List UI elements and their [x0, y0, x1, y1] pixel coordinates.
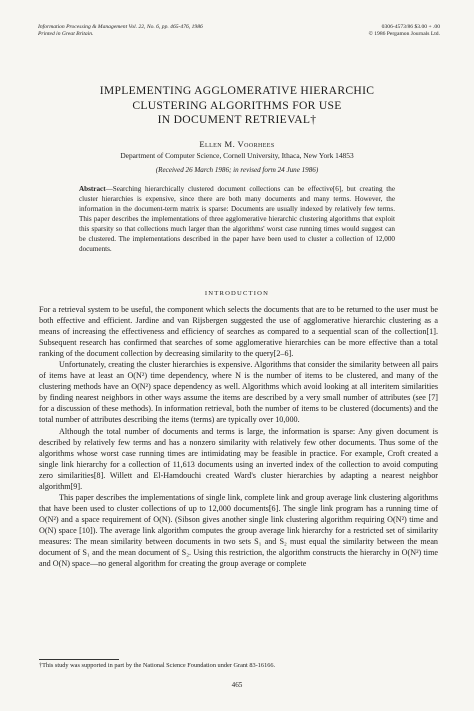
paragraph: For a retrieval system to be useful, the component which selects the documents that are to be returned to the user must be both effective and efficient. Jardine and van Rijsbergen suggested the use of agglomerative hierarchic clustering as a means of increasing the effectiveness and efficiency of searches as compared to a sequential scan of the collection[1]. Subsequent research has confirmed that searches of some agglomerative hierarchies can be more effective than a total ranking of the document collection by decreasing similarity to the query[2–6].: [39, 305, 438, 359]
abstract: [79, 184, 395, 254]
paragraph: Although the total number of documents and terms is large, the information is sparse: Any given document is described by relatively few terms and has a nonzero similarity with relatively few other documents. Thus some of the algorithms whose worst case running times are intimidating may be feasible in practice. For example, Croft created a single link hierarchy for a collection of 11,613 documents using an inverted index of the collection to avoid computing zero similarities[8]. Willett and El-Hamdouchi created Ward's cluster hierarchies by adapting a nearest neighbor algorithm[9].: [39, 426, 438, 491]
copyright: © 1986 Pergamon Journals Ltd.: [368, 31, 440, 38]
footnote: †This study was supported in part by the National Science Foundation under Grant 83-16166.: [39, 662, 276, 669]
paragraph: Unfortunately, creating the cluster hierarchies is expensive. Algorithms that consider the similarity between all pairs of items have at least an O(N²) time dependency, where N is the number of items to be clustered, and many of the clustering methods have an O(N²) space dependency as well. Algorithms which avoid looking at all interitem similarities by finding nearest neighbors in other ways assume the items are described by a very small number of attributes (see [7] for a discussion of these methods). In information retrieval, both the number of items to be clustered (documents) and the total number of attributes describing the items (terms) are typically over 10,000.: [39, 360, 438, 425]
printed-in: Printed in Great Britain.: [38, 31, 94, 38]
paper-title: [40, 84, 434, 128]
price-code: 0306-4573/86 $3.00 + .00: [381, 24, 440, 30]
body-text: [39, 304, 438, 569]
page-number: 465: [231, 681, 243, 689]
title-line-1: IMPLEMENTING AGGLOMERATIVE HIERARCHIC: [99, 84, 375, 97]
section-heading: INTRODUCTION: [204, 290, 270, 297]
abstract-label: Abstract: [79, 185, 106, 193]
title-line-3: IN DOCUMENT RETRIEVAL†: [157, 113, 317, 126]
journal-header: [38, 24, 203, 39]
footnote-divider: [39, 659, 119, 660]
title-line-2: CLUSTERING ALGORITHMS FOR USE: [132, 98, 342, 112]
author-affiliation: Department of Computer Science, Cornell University, Ithaca, New York 14853: [120, 151, 354, 160]
copyright-header: [369, 24, 440, 39]
paragraph: This paper describes the implementations of single link, complete link and group average link clustering algorithms that have been used to cluster collections of up to 12,000 documents[6]. The single link program has a running time of O(N²) and a space requirement of O(N). (Sibson gives another single link clustering algorithm requiring O(N²) time and O(N) space [10]). The average link algorithm computes the group average link hierarchy for a restricted set of similarity measures: The mean similarity between documents in two sets S₁ and S₂ must equal the similarity between the mean document of S₁ and the mean document of S₂. Using this restriction, the algorithm constructs the hierarchy in O(N²) time and O(N) space—no general algorithm for creating the group average or complete: [39, 492, 438, 569]
received-dates: (Received 26 March 1986; in revised form 24 June 1986): [155, 166, 319, 174]
author-name: Ellen M. Voorhees: [199, 139, 275, 149]
journal-citation: Information Processing & Management Vol. 22, No. 6, pp. 465-476, 1986: [38, 24, 203, 30]
author-block: [40, 139, 434, 161]
abstract-text: —Searching hierarchically clustered document collections can be effective[6], but creating the cluster hierarchies is expensive, since there are both many documents and many terms. However, the information in the document-term matrix is sparse: Documents are usually indexed by relatively few terms. This paper describes the implementations of three agglomerative hierarchic clustering algorithms that exploit this sparsity so that collections much larger than the algorithms' worst case running times would suggest can be clustered. The implementations described in the paper have been used to cluster a collection of 12,000 documents.: [79, 185, 395, 254]
